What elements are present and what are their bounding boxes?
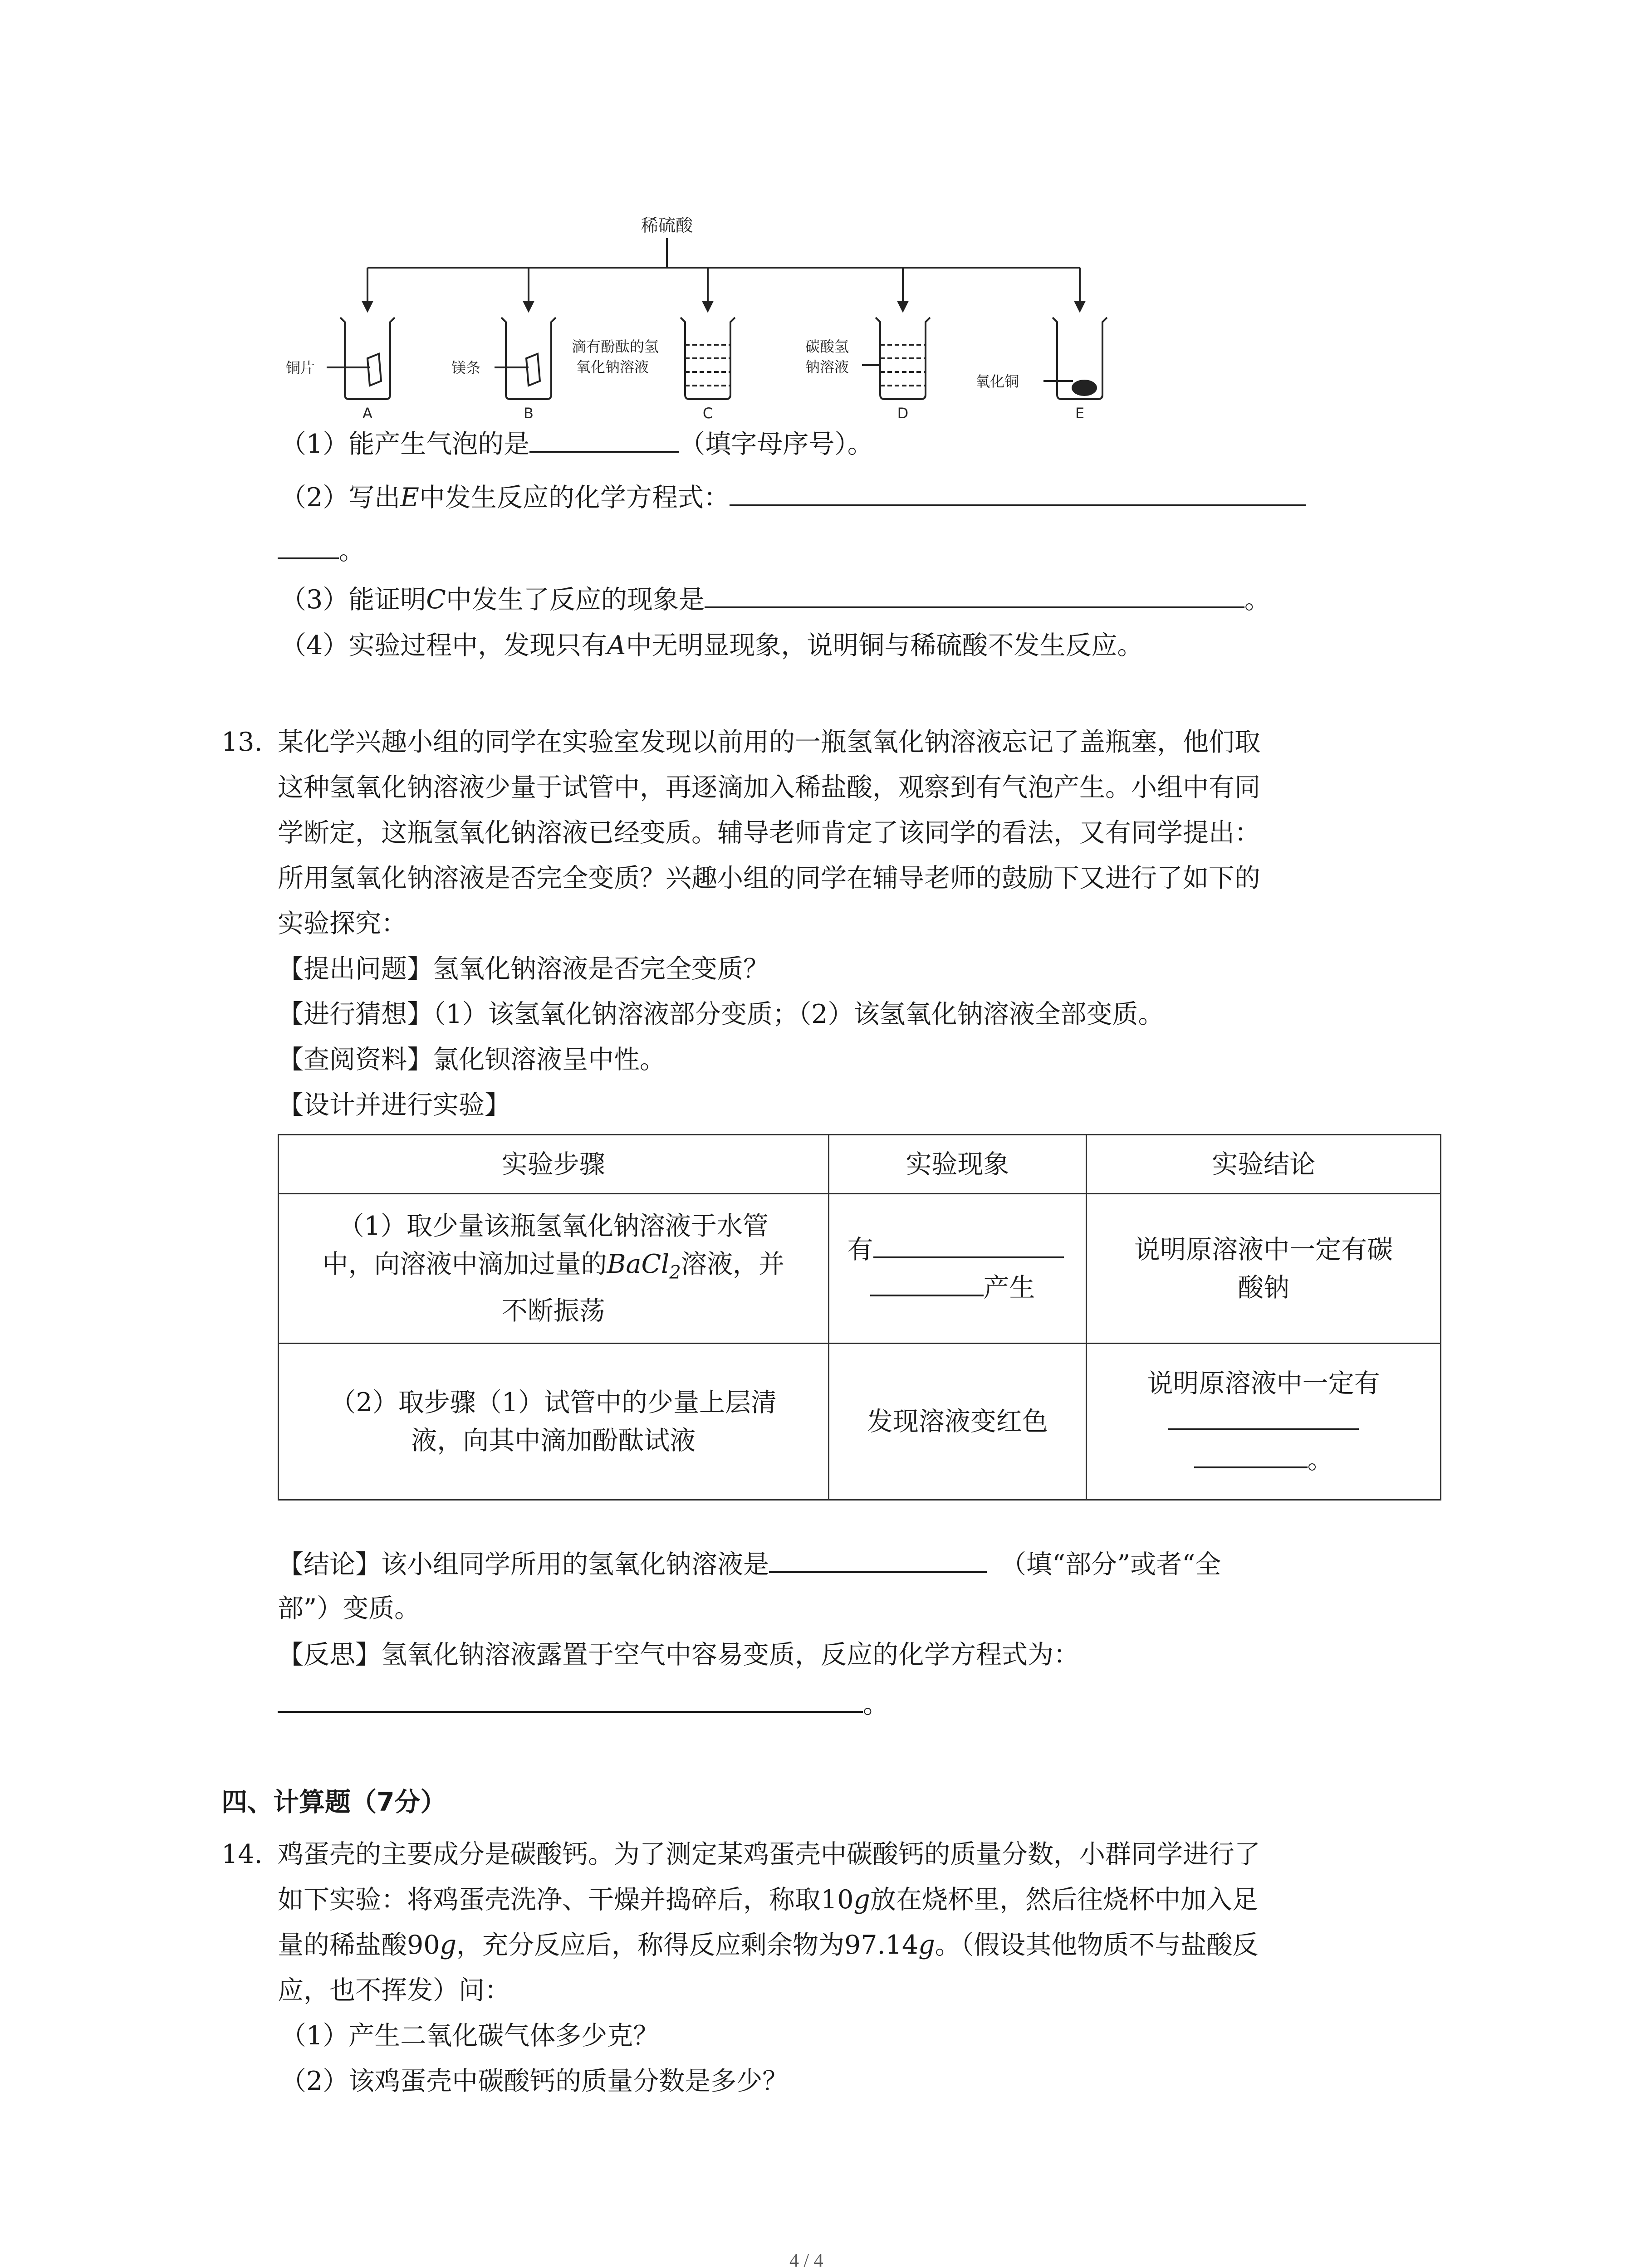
beaker-b bbox=[495, 318, 556, 399]
beaker-c bbox=[681, 318, 735, 399]
q13-text-4: 所用氢氧化钠溶液是否完全变质？兴趣小组的同学在辅导老师的鼓励下又进行了如下的 bbox=[278, 863, 1260, 893]
beaker-c-letter: C bbox=[702, 405, 713, 422]
table-cell-step-2: （2）取步骤（1）试管中的少量上层清 液，向其中滴加酚酞试液 bbox=[279, 1344, 829, 1500]
beaker-a-label: 铜片 bbox=[286, 359, 315, 376]
q13-text-2: 这种氢氧化钠溶液少量于试管中，再逐滴加入稀盐酸，观察到有气泡产生。小组中有同 bbox=[278, 772, 1260, 802]
table-cell-conclusion-2: 说明原溶液中一定有 。 bbox=[1087, 1344, 1441, 1500]
table-header-row bbox=[279, 1135, 1441, 1194]
answer-blank[interactable] bbox=[870, 1270, 984, 1296]
q12-sub4: （4）实验过程中，发现只有A中无明显现象，说明铜与稀硫酸不发生反应。 bbox=[280, 631, 1143, 660]
table-cell-conclusion-1: 说明原溶液中一定有碳 酸钠 bbox=[1087, 1194, 1441, 1344]
answer-blank[interactable] bbox=[705, 582, 1244, 608]
answer-blank[interactable] bbox=[529, 426, 679, 453]
answer-blank[interactable] bbox=[1168, 1404, 1359, 1430]
table-row bbox=[279, 1194, 1441, 1344]
q14-text-3: 量的稀盐酸90g，充分反应后，称得反应剩余物为97.14g。（假设其他物质不与盐酸反 bbox=[278, 1930, 1259, 1960]
beaker-d-label-2: 钠溶液 bbox=[805, 358, 849, 376]
answer-blank[interactable] bbox=[1194, 1442, 1308, 1468]
beaker-b-letter: B bbox=[524, 405, 534, 422]
answer-blank[interactable] bbox=[730, 480, 1306, 506]
q13-reflection: 【反思】氢氧化钠溶液露置于空气中容易变质，反应的化学方程式为： bbox=[278, 1640, 1079, 1670]
table-header: 实验结论 bbox=[1087, 1135, 1441, 1194]
beaker-e-label: 氧化铜 bbox=[975, 373, 1019, 390]
q12-sub1: （1）能产生气泡的是 （填字母序号）。 bbox=[280, 426, 873, 461]
q14-number: 14. bbox=[221, 1839, 263, 1869]
q13-conclusion: 【结论】该小组同学所用的氢氧化钠溶液是 （填“部分”或者“全 bbox=[278, 1547, 1221, 1582]
table-cell-observation-1: 有 产生 bbox=[828, 1194, 1087, 1344]
q13-question: 【提出问题】氢氧化钠溶液是否完全变质？ bbox=[278, 954, 769, 984]
q14-text-2: 如下实验：将鸡蛋壳洗净、干燥并捣碎后，称取10g放在烧杯里，然后往烧杯中加入足 bbox=[278, 1885, 1259, 1915]
q14-sub2: （2）该鸡蛋壳中碳酸钙的质量分数是多少？ bbox=[280, 2066, 789, 2096]
experiment-figure bbox=[272, 213, 1134, 426]
q13-text-3: 学断定，这瓶氢氧化钠溶液已经变质。辅导老师肯定了该同学的看法，又有同学提出： bbox=[278, 818, 1260, 848]
table-header: 实验现象 bbox=[828, 1135, 1087, 1194]
q13-reflection-blank: 。 bbox=[278, 1686, 889, 1721]
experiment-table bbox=[278, 1134, 1441, 1501]
beaker-d-label-1: 碳酸氢 bbox=[805, 338, 849, 355]
beaker-b-label: 镁条 bbox=[451, 359, 481, 376]
table-row bbox=[279, 1344, 1441, 1500]
q12-sub2-cont: 。 bbox=[278, 533, 365, 568]
page-number: 4 / 4 bbox=[789, 2250, 823, 2268]
q13-number: 13. bbox=[221, 727, 263, 757]
answer-blank[interactable] bbox=[769, 1547, 987, 1573]
beaker-c-label-1: 滴有酚酞的氢 bbox=[572, 338, 659, 355]
beaker-d-letter: D bbox=[897, 405, 909, 422]
dilute-sulfuric-acid-label: 稀硫酸 bbox=[641, 215, 693, 235]
answer-blank[interactable] bbox=[278, 1686, 863, 1713]
answer-blank[interactable] bbox=[278, 533, 339, 559]
q13-text-1: 某化学兴趣小组的同学在实验室发现以前用的一瓶氢氧化钠溶液忘记了盖瓶塞，他们取 bbox=[278, 727, 1260, 757]
table-cell-step-1: （1）取少量该瓶氢氧化钠溶液于水管 中，向溶液中滴加过量的BaCl$_2$溶液，并 不断振荡 bbox=[279, 1194, 829, 1344]
q13-text-5: 实验探究： bbox=[278, 909, 407, 938]
beaker-e-letter: E bbox=[1075, 405, 1085, 422]
q13-hypothesis: 【进行猜想】（1）该氢氧化钠溶液部分变质；（2）该氢氧化钠溶液全部变质。 bbox=[278, 999, 1164, 1029]
section-title: 四、计算题（7分） bbox=[221, 1787, 446, 1817]
beaker-d bbox=[862, 318, 930, 399]
beaker-a-letter: A bbox=[362, 405, 372, 422]
q12-sub3: （3）能证明C中发生了反应的现象是 。 bbox=[280, 582, 1270, 617]
table-cell-observation-2: 发现溶液变红色 bbox=[828, 1344, 1087, 1500]
copper-oxide-powder bbox=[1072, 380, 1097, 396]
q12-sub2: （2）写出E中发生反应的化学方程式： bbox=[280, 480, 1306, 515]
answer-blank[interactable] bbox=[873, 1232, 1064, 1258]
table-header: 实验步骤 bbox=[279, 1135, 829, 1194]
q14-sub1: （1）产生二氧化碳气体多少克？ bbox=[280, 2021, 659, 2051]
beaker-a bbox=[327, 318, 395, 399]
q13-reference: 【查阅资料】氯化钡溶液呈中性。 bbox=[278, 1045, 666, 1075]
beaker-c-label-2: 氧化钠溶液 bbox=[576, 358, 649, 376]
q14-text-1: 鸡蛋壳的主要成分是碳酸钙。为了测定某鸡蛋壳中碳酸钙的质量分数，小群同学进行了 bbox=[278, 1839, 1260, 1869]
q13-conclusion-cont: 部”）变质。 bbox=[278, 1593, 421, 1623]
q14-text-4: 应，也不挥发）问： bbox=[278, 1975, 510, 2005]
q13-design: 【设计并进行实验】 bbox=[278, 1090, 510, 1120]
